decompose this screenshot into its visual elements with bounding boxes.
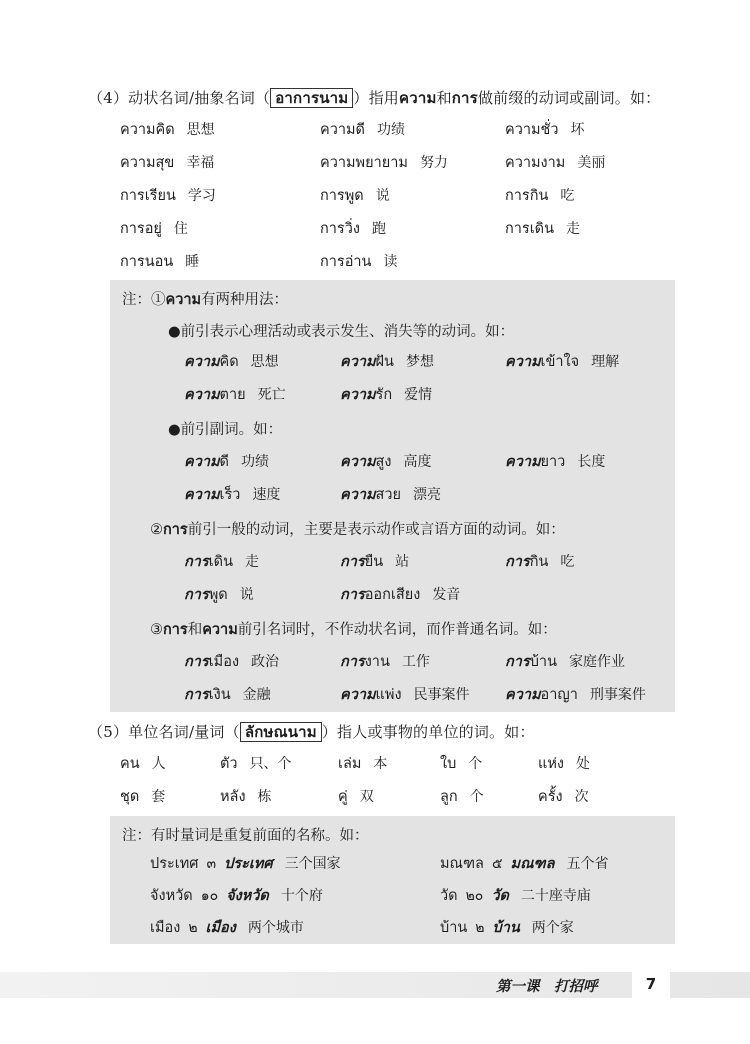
word-item <box>220 785 272 808</box>
thai-word: สูง <box>375 454 392 470</box>
section-4-heading-prefix: （4）动状名词/抽象名词（ <box>88 89 271 107</box>
chinese-meaning: 爱情 <box>404 387 433 403</box>
chinese-meaning: 吃 <box>560 554 575 570</box>
word-row <box>0 916 750 942</box>
chinese-meaning: 吃 <box>560 188 575 204</box>
thai-prefix: การ <box>340 654 365 670</box>
word-item <box>538 785 589 808</box>
chinese-meaning: 双 <box>359 789 374 805</box>
thai-word: วัด <box>440 888 458 904</box>
word-row <box>0 184 750 210</box>
word-row <box>0 583 750 609</box>
chinese-meaning: 栋 <box>257 789 272 805</box>
thai-classifier: ประเทศ <box>224 856 273 872</box>
chinese-meaning: 说 <box>375 188 390 204</box>
word-row <box>0 151 750 177</box>
thai-word: การเรียน <box>120 188 176 204</box>
thai-word: ประเทศ <box>150 856 199 872</box>
point-2-text: 前引一般的动词，主要是表示动作或言语方面的动词。如： <box>187 522 565 538</box>
chinese-meaning: 本 <box>373 756 388 772</box>
word-row <box>0 350 750 376</box>
chinese-meaning: 功绩 <box>376 122 405 138</box>
word-item <box>120 184 216 207</box>
word-item <box>440 752 482 775</box>
bullet-psych-verbs: ●前引表示心理活动或表示发生、消失等的动词。如： <box>168 324 515 340</box>
chinese-meaning: 美丽 <box>577 155 606 171</box>
chinese-meaning: 努力 <box>419 155 448 171</box>
keyword-khwam: ความ <box>202 621 238 638</box>
thai-prefix: ความ <box>340 487 376 503</box>
thai-prefix: ความ <box>340 687 376 703</box>
chinese-meaning: 幸福 <box>186 155 215 171</box>
note-1-point-2 <box>150 518 565 541</box>
thai-word: ตาย <box>219 387 246 403</box>
note-2-title: 注：有时量词是重复前面的名称。如： <box>122 828 369 844</box>
term-laksana-naam: ลักษณนาม <box>240 722 322 742</box>
chinese-meaning: 死亡 <box>257 387 286 403</box>
word-item <box>120 250 199 273</box>
point-2-marker: ② <box>150 522 163 538</box>
thai-word: ตัว <box>220 756 238 772</box>
thai-word: คิด <box>219 354 239 370</box>
word-item <box>320 184 390 207</box>
word-item <box>120 752 166 775</box>
thai-word: บ้าน <box>440 920 468 936</box>
thai-word: ออกเสียง <box>364 587 421 603</box>
chinese-meaning: 人 <box>151 756 166 772</box>
thai-word: ความพยายาม <box>320 155 408 171</box>
thai-word: บ้าน <box>529 654 557 670</box>
word-item <box>505 217 580 240</box>
thai-word: ความคิด <box>120 122 175 138</box>
thai-word: ลูก <box>440 789 458 805</box>
thai-prefix: ความ <box>505 354 541 370</box>
chinese-meaning: 走 <box>566 221 580 237</box>
word-item <box>184 550 259 573</box>
chinese-meaning: 速度 <box>252 487 281 503</box>
keyword-kan: การ <box>163 621 188 638</box>
thai-word: ชุด <box>120 789 140 805</box>
word-item <box>338 785 374 808</box>
thai-prefix: ความ <box>184 354 220 370</box>
thai-prefix: การ <box>505 554 530 570</box>
point-3-mid: 和 <box>187 622 203 638</box>
word-item <box>440 916 574 939</box>
thai-classifier: มณฑล <box>510 856 555 872</box>
thai-prefix: ความ <box>340 354 376 370</box>
chinese-meaning: 高度 <box>403 454 432 470</box>
thai-classifier: บ้าน <box>492 920 520 936</box>
thai-word: การเดิน <box>505 221 554 237</box>
note-1-title-suffix: 有两种用法： <box>201 292 289 308</box>
thai-word: รัก <box>375 387 393 403</box>
word-row <box>0 550 750 576</box>
word-item <box>184 350 279 373</box>
word-item <box>184 383 286 406</box>
chinese-meaning: 五个省 <box>566 856 609 872</box>
thai-numeral: ๕ <box>491 856 503 872</box>
word-item <box>340 683 470 706</box>
thai-word: อาญา <box>540 687 578 703</box>
thai-word: ความดี <box>320 122 365 138</box>
word-row <box>0 250 750 276</box>
chinese-meaning: 工作 <box>401 654 430 670</box>
thai-classifier: เมือง <box>205 920 236 936</box>
thai-prefix: ความ <box>505 454 541 470</box>
thai-word: พูด <box>208 587 228 603</box>
chinese-meaning: 个 <box>469 789 484 805</box>
chinese-meaning: 睡 <box>185 254 200 270</box>
word-row <box>0 118 750 144</box>
thai-prefix: การ <box>340 587 365 603</box>
keyword-kan: การ <box>163 521 188 538</box>
thai-word: คน <box>120 756 140 772</box>
thai-prefix: ความ <box>340 387 376 403</box>
thai-word: ดี <box>219 454 229 470</box>
chinese-meaning: 个 <box>468 756 483 772</box>
word-row <box>0 752 750 778</box>
thai-word: การกิน <box>505 188 549 204</box>
word-item <box>184 450 269 473</box>
lesson-title: 第一课 打招呼 <box>496 979 598 995</box>
word-item <box>320 118 405 141</box>
thai-word: เมือง <box>150 920 181 936</box>
chinese-meaning: 两个家 <box>531 920 574 936</box>
thai-prefix: ความ <box>184 487 220 503</box>
chinese-meaning: 住 <box>173 221 188 237</box>
section-4-heading-suffix: 做前缀的动词或副词。如： <box>477 89 661 107</box>
word-item <box>505 683 646 706</box>
term-akarn-naam: อาการนาม <box>270 88 353 108</box>
thai-word: มณฑล <box>440 856 484 872</box>
thai-prefix: ความ <box>505 687 541 703</box>
thai-numeral: ๒ <box>188 920 198 936</box>
word-row <box>0 785 750 811</box>
word-row <box>0 383 750 409</box>
word-item <box>505 151 605 174</box>
thai-prefix: การ <box>184 587 209 603</box>
chinese-meaning: 两个城市 <box>247 920 304 936</box>
chinese-meaning: 政治 <box>251 654 280 670</box>
section-5-heading-suffix: ）指人或事物的单位的词。如： <box>321 723 535 741</box>
word-row <box>0 884 750 910</box>
word-item <box>505 350 619 373</box>
thai-word: แห่ง <box>538 756 564 772</box>
chinese-meaning: 功绩 <box>240 454 269 470</box>
section-4-heading <box>88 86 660 110</box>
thai-word: เมือง <box>208 654 240 670</box>
thai-numeral: ๒๐ <box>465 888 484 904</box>
word-item <box>505 450 605 473</box>
section-4-heading-mid2: 和 <box>436 89 452 107</box>
thai-prefix: การ <box>505 654 530 670</box>
thai-word: เดิน <box>208 554 234 570</box>
word-item <box>220 752 292 775</box>
thai-prefix: ความ <box>184 454 220 470</box>
thai-word: ยาว <box>540 454 566 470</box>
thai-word: การอยู่ <box>120 221 162 237</box>
thai-word: หลัง <box>220 789 246 805</box>
bullet-adverbs: ●前引副词。如： <box>168 422 283 438</box>
word-item <box>120 217 188 240</box>
thai-numeral: ๑๐ <box>200 888 219 904</box>
point-3-text: 前引名词时，不作动状名词，而作普通名词。如： <box>237 622 557 638</box>
chinese-meaning: 二十座寺庙 <box>520 888 591 904</box>
thai-word: กิน <box>529 554 549 570</box>
word-item <box>184 650 279 673</box>
word-item <box>340 550 409 573</box>
thai-word: สวย <box>375 487 402 503</box>
chinese-meaning: 站 <box>395 554 410 570</box>
word-item <box>320 217 386 240</box>
thai-word: การนอน <box>120 254 174 270</box>
word-item <box>184 483 280 506</box>
chinese-meaning: 处 <box>575 756 590 772</box>
thai-classifier: จังหวัด <box>226 888 269 904</box>
thai-prefix: ความ <box>184 387 220 403</box>
section-5-heading <box>88 720 535 744</box>
chinese-meaning: 次 <box>574 789 589 805</box>
word-item <box>505 650 625 673</box>
word-item <box>184 583 254 606</box>
word-item <box>338 752 387 775</box>
note-1-point-3 <box>150 618 557 641</box>
word-row <box>0 483 750 509</box>
thai-word: ฝัน <box>375 354 394 370</box>
word-item <box>340 383 432 406</box>
keyword-khwam: ความ <box>165 291 202 308</box>
point-3-marker: ③ <box>150 622 163 638</box>
thai-word: การอ่าน <box>320 254 372 270</box>
word-item <box>340 650 430 673</box>
word-item <box>340 583 460 606</box>
word-row <box>0 650 750 676</box>
chinese-meaning: 走 <box>245 554 260 570</box>
word-item <box>150 916 304 939</box>
thai-word: ยืน <box>364 554 384 570</box>
word-item <box>320 250 397 273</box>
thai-word: เล่ม <box>338 756 362 772</box>
word-item <box>538 752 590 775</box>
chinese-meaning: 十个府 <box>280 888 323 904</box>
thai-word: จังหวัด <box>150 888 193 904</box>
word-item <box>120 785 165 808</box>
thai-prefix: การ <box>184 654 209 670</box>
thai-word: ใบ <box>440 756 457 772</box>
word-item <box>505 550 574 573</box>
word-row <box>0 450 750 476</box>
note-1-title-prefix: 注：① <box>122 292 166 308</box>
thai-prefix: การ <box>184 687 209 703</box>
thai-word: การวิ่ง <box>320 221 360 237</box>
word-item <box>340 450 431 473</box>
thai-word: งาน <box>364 654 390 670</box>
chinese-meaning: 说 <box>239 587 254 603</box>
word-item <box>120 151 214 174</box>
page-number: 7 <box>632 970 670 998</box>
chinese-meaning: 理解 <box>591 354 620 370</box>
word-item <box>150 852 341 875</box>
word-item <box>505 184 574 207</box>
word-item <box>440 852 608 875</box>
keyword-kan: การ <box>451 89 478 107</box>
thai-word: การพูด <box>320 188 364 204</box>
thai-word: คู่ <box>338 789 348 805</box>
chinese-meaning: 漂亮 <box>413 487 442 503</box>
thai-prefix: ความ <box>340 454 376 470</box>
chinese-meaning: 发音 <box>432 587 461 603</box>
word-item <box>320 151 448 174</box>
chinese-meaning: 刑事案件 <box>589 687 646 703</box>
chinese-meaning: 读 <box>383 254 398 270</box>
word-row <box>0 852 750 878</box>
thai-word: แพ่ง <box>375 687 402 703</box>
chinese-meaning: 坏 <box>570 122 585 138</box>
chinese-meaning: 只、个 <box>249 756 292 772</box>
word-item <box>340 483 441 506</box>
chinese-meaning: 思想 <box>186 122 215 138</box>
section-5-heading-prefix: （5）单位名词/量词（ <box>88 723 240 741</box>
word-row <box>0 683 750 709</box>
thai-word: เข้าใจ <box>540 354 580 370</box>
chinese-meaning: 金融 <box>242 687 271 703</box>
word-row <box>0 217 750 243</box>
note-1-title <box>122 288 288 311</box>
chinese-meaning: 跑 <box>371 221 386 237</box>
chinese-meaning: 长度 <box>577 454 606 470</box>
section-4-heading-mid1: ）指用 <box>353 89 399 107</box>
thai-classifier: วัด <box>491 888 509 904</box>
word-item <box>440 884 591 907</box>
thai-word: เร็ว <box>219 487 241 503</box>
word-item <box>440 785 484 808</box>
word-item <box>120 118 215 141</box>
chinese-meaning: 三个国家 <box>284 856 341 872</box>
thai-word: เงิน <box>208 687 231 703</box>
word-item <box>340 350 434 373</box>
thai-word: ความงาม <box>505 155 566 171</box>
thai-numeral: ๒ <box>475 920 485 936</box>
thai-numeral: ๓ <box>206 856 217 872</box>
thai-prefix: การ <box>184 554 209 570</box>
thai-word: ความชั่ว <box>505 122 559 138</box>
keyword-khwam: ความ <box>398 89 437 107</box>
chinese-meaning: 家庭作业 <box>568 654 625 670</box>
thai-word: ความสุข <box>120 155 175 171</box>
word-item <box>150 884 323 907</box>
chinese-meaning: 学习 <box>187 188 216 204</box>
chinese-meaning: 套 <box>151 789 166 805</box>
thai-word: ครั้ง <box>538 789 563 805</box>
thai-prefix: การ <box>340 554 365 570</box>
word-item <box>184 683 271 706</box>
chinese-meaning: 民事案件 <box>413 687 470 703</box>
chinese-meaning: 思想 <box>250 354 279 370</box>
chinese-meaning: 梦想 <box>405 354 434 370</box>
word-item <box>505 118 585 141</box>
